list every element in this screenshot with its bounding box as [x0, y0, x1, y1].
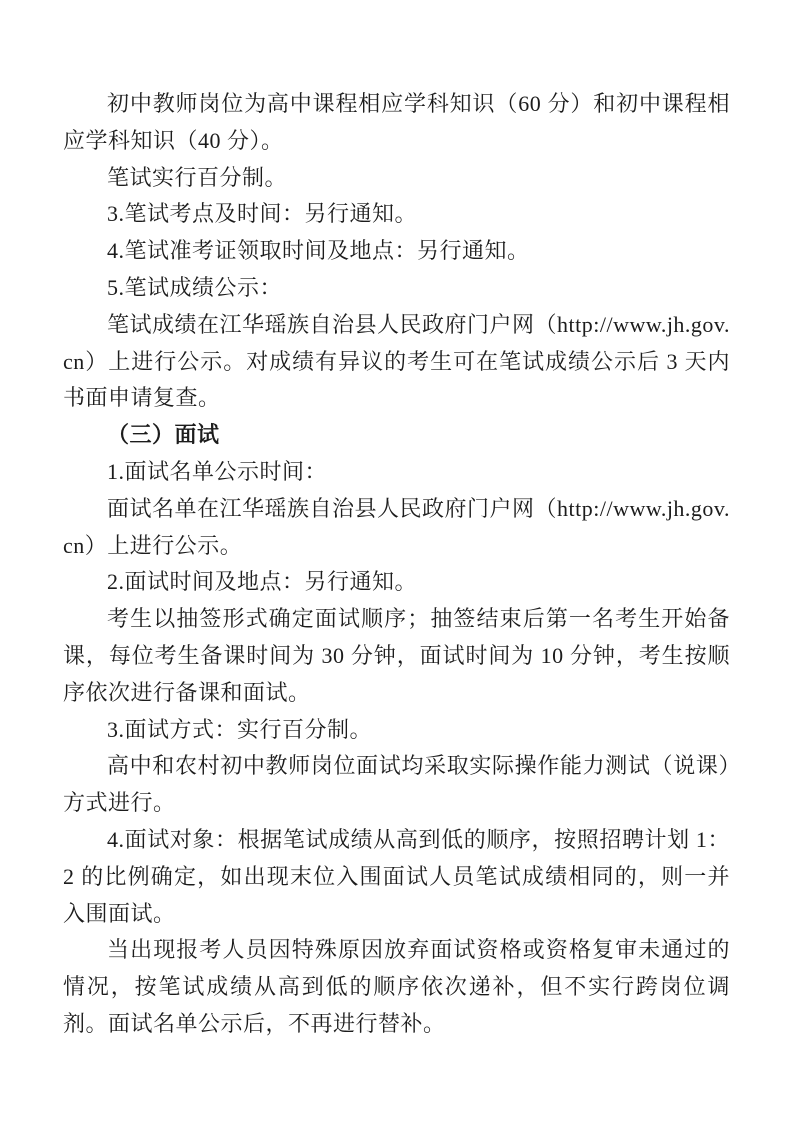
section-heading-interview: （三）面试 — [107, 422, 220, 448]
paragraph-written-test-site-time: 3.笔试考点及时间：另行通知。 — [107, 201, 418, 227]
paragraph-interview-replacement-rules: 当出现报考人员因特殊原因放弃面试资格或资格复审未通过的情况，按笔试成绩从高到低的顺序依次递补，但不实行跨岗位调剂。面试名单公示后，不再进行替补。 — [63, 937, 730, 1036]
document-body — [63, 86, 730, 1043]
paragraph-interview-candidates-ratio: 4.面试对象：根据笔试成绩从高到低的顺序，按照招聘计划 1：2 的比例确定，如出现末位入围面试人员笔试成绩相同的，则一并入围面试。 — [63, 826, 730, 926]
paragraph-interview-list-publication-time: 1.面试名单公示时间： — [107, 458, 328, 484]
paragraph-interview-order-lottery: 考生以抽签形式确定面试顺序；抽签结束后第一名考生开始备课，每位考生备课时间为 30 分钟，面试时间为 10 分钟，考生按顺序依次进行备课和面试。 — [63, 606, 730, 705]
paragraph-written-test-percent-system: 笔试实行百分制。 — [107, 164, 288, 190]
paragraph-interview-practical-test: 高中和农村初中教师岗位面试均采取实际操作能力测试（说课）方式进行。 — [63, 753, 730, 816]
paragraph-admission-ticket-pickup: 4.笔试准考证领取时间及地点：另行通知。 — [107, 238, 530, 264]
paragraph-written-score-publication-detail: 笔试成绩在江华瑶族自治县人民政府门户网（http://www.jh.gov.cn）上进行公示。对成绩有异议的考生可在笔试成绩公示后 3 天内书面申请复查。 — [63, 311, 730, 411]
paragraph-written-score-publication-label: 5.笔试成绩公示： — [107, 274, 283, 300]
paragraph-interview-method: 3.面试方式：实行百分制。 — [107, 716, 373, 742]
paragraph-interview-list-publication-detail: 面试名单在江华瑶族自治县人民政府门户网（http://www.jh.gov.cn）上进行公示。 — [63, 495, 730, 558]
paragraph-junior-middle-written-content: 初中教师岗位为高中课程相应学科知识（60 分）和初中课程相应学科知识（40 分）。 — [63, 91, 730, 153]
paragraph-interview-time-place: 2.面试时间及地点：另行通知。 — [107, 569, 418, 595]
